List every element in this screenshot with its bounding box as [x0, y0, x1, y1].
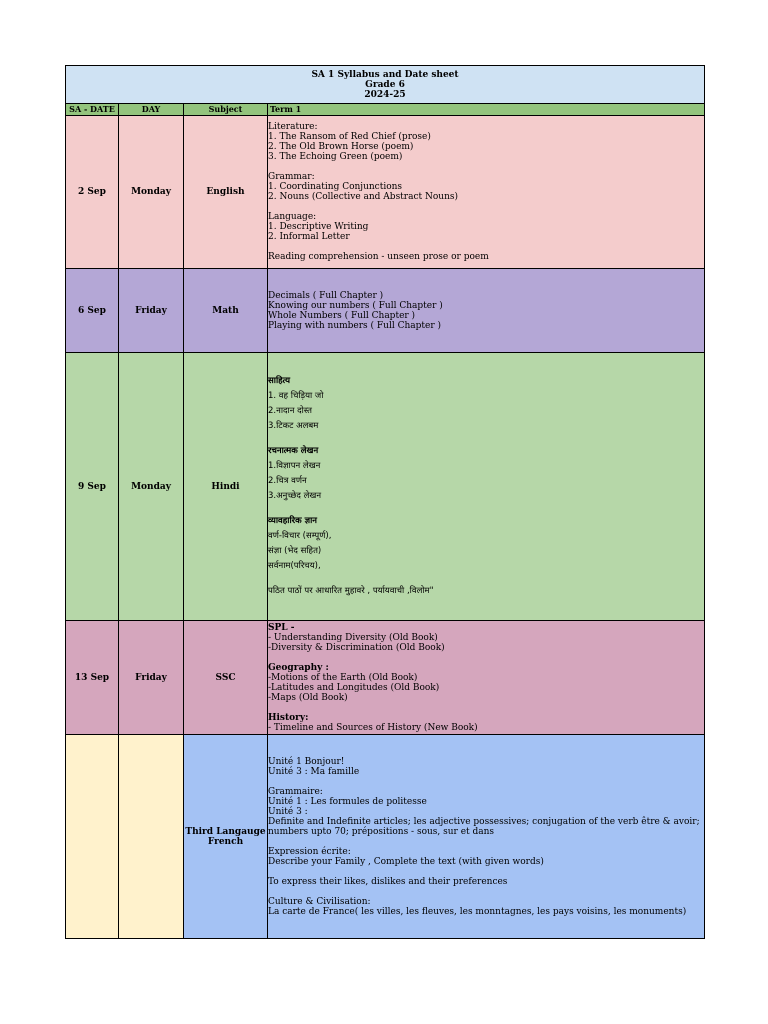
syllabus-line: 2.नादान दोस्त [268, 406, 313, 416]
syllabus-heading: रचनात्मक लेखन [268, 446, 319, 456]
syllabus-line: Unité 1 : Les formules de politesse [268, 796, 427, 807]
syllabus-cell [268, 116, 705, 269]
datesheet-table [65, 65, 705, 939]
syllabus-line: Unité 1 Bonjour! [268, 756, 345, 767]
syllabus-line: Grammar: [268, 172, 315, 182]
syllabus-line: Decimals ( Full Chapter ) [268, 290, 384, 301]
syllabus-line: Playing with numbers ( Full Chapter ) [268, 320, 441, 331]
title-row [66, 66, 705, 104]
exam-day: Friday [119, 269, 184, 353]
syllabus-line: 2. Informal Letter [268, 232, 350, 242]
syllabus-line: सर्वनाम(परिचय), [268, 561, 321, 571]
syllabus-line: 1. वह चिड़िया जो [268, 391, 324, 401]
syllabus-cell [268, 621, 705, 735]
column-header-term: Term 1 [268, 104, 705, 116]
syllabus-cell [268, 735, 705, 939]
column-header-subject: Subject [184, 104, 268, 116]
header-row [66, 104, 705, 116]
table-row-ssc [66, 621, 705, 735]
exam-day: Monday [119, 116, 184, 269]
syllabus-line: 1.विज्ञापन लेखन [268, 461, 321, 471]
syllabus-line: 2.चित्र वर्णन [268, 476, 307, 486]
syllabus-line: -Motions of the Earth (Old Book) [268, 672, 418, 683]
exam-date: 13 Sep [66, 621, 119, 735]
syllabus-line: 1. Coordinating Conjunctions [268, 182, 403, 192]
table-row-english [66, 116, 705, 269]
exam-date: 2 Sep [66, 116, 119, 269]
syllabus-heading: Geography : [268, 662, 329, 673]
syllabus-line: वर्ण-विचार (सम्पूर्ण), [268, 531, 332, 541]
syllabus-line: 3.अनुच्छेद लेखन [268, 491, 322, 501]
column-header-date: SA - DATE [66, 104, 119, 116]
syllabus-cell [268, 269, 705, 353]
table-row-french [66, 735, 705, 939]
exam-day [119, 735, 184, 939]
exam-date: 9 Sep [66, 353, 119, 621]
syllabus-cell [268, 353, 705, 621]
exam-subject: English [184, 116, 268, 269]
syllabus-line: Definite and Indefinite articles; les adjective possessives; conjugation of the verb être & avoir; numbers upto 70; prépositions - sous, sur et dans [268, 816, 700, 837]
syllabus-line: -Latitudes and Longitudes (Old Book) [268, 682, 440, 693]
table-row-hindi [66, 353, 705, 621]
syllabus-line: - Timeline and Sources of History (New Book) [268, 722, 478, 733]
exam-subject: Hindi [184, 353, 268, 621]
exam-date: 6 Sep [66, 269, 119, 353]
exam-date [66, 735, 119, 939]
syllabus-line: 3. The Echoing Green (poem) [268, 152, 403, 162]
syllabus-line: Unité 3 : [268, 806, 308, 817]
syllabus-line: La carte de France( les villes, les fleuves, les monntagnes, les pays voisins, les monuments) [268, 906, 687, 917]
syllabus-heading: SPL - [268, 622, 295, 633]
syllabus-line: पठित पाठों पर आधारित मुहावरे , पर्यायवाची ,विलोम" [268, 586, 434, 596]
exam-day: Monday [119, 353, 184, 621]
syllabus-line: 2. The Old Brown Horse (poem) [268, 142, 414, 152]
syllabus-line: -Maps (Old Book) [268, 692, 348, 703]
title-line-1: SA 1 Syllabus and Date sheet [311, 69, 459, 80]
syllabus-line: Describe your Family , Complete the text (with given words) [268, 856, 544, 867]
syllabus-line: Grammaire: [268, 786, 323, 797]
syllabus-line: 2. Nouns (Collective and Abstract Nouns) [268, 192, 459, 202]
syllabus-line: Culture & Civilisation: [268, 896, 371, 907]
exam-subject: Math [184, 269, 268, 353]
syllabus-line: Language: [268, 212, 317, 222]
syllabus-line: Expression écrite: [268, 846, 351, 857]
syllabus-line: 1. The Ransom of Red Chief (prose) [268, 132, 431, 142]
syllabus-heading: व्यावहारिक ज्ञान [268, 516, 318, 526]
syllabus-line: - Understanding Diversity (Old Book) [268, 632, 438, 643]
table-row-math [66, 269, 705, 353]
exam-day: Friday [119, 621, 184, 735]
title-line-2: Grade 6 [365, 79, 405, 90]
syllabus-line: संज्ञा (भेद सहित) [268, 546, 322, 556]
syllabus-line: 3.टिकट अलबम [268, 421, 319, 431]
syllabus-line: Reading comprehension - unseen prose or poem [268, 252, 489, 262]
syllabus-line: Unité 3 : Ma famille [268, 766, 360, 777]
syllabus-line: -Diversity & Discrimination (Old Book) [268, 642, 445, 653]
syllabus-heading: History: [268, 712, 309, 723]
title-line-3: 2024-25 [364, 89, 406, 100]
column-header-day: DAY [119, 104, 184, 116]
sheet-title [66, 66, 705, 104]
syllabus-line: To express their likes, dislikes and their preferences [268, 876, 508, 887]
syllabus-heading: साहित्य [268, 376, 291, 386]
exam-subject: SSC [184, 621, 268, 735]
syllabus-line: Whole Numbers ( Full Chapter ) [268, 310, 416, 321]
syllabus-line: Literature: [268, 122, 318, 132]
exam-subject: Third Langauge French [184, 735, 268, 939]
syllabus-line: 1. Descriptive Writing [268, 222, 369, 232]
syllabus-line: Knowing our numbers ( Full Chapter ) [268, 300, 443, 311]
